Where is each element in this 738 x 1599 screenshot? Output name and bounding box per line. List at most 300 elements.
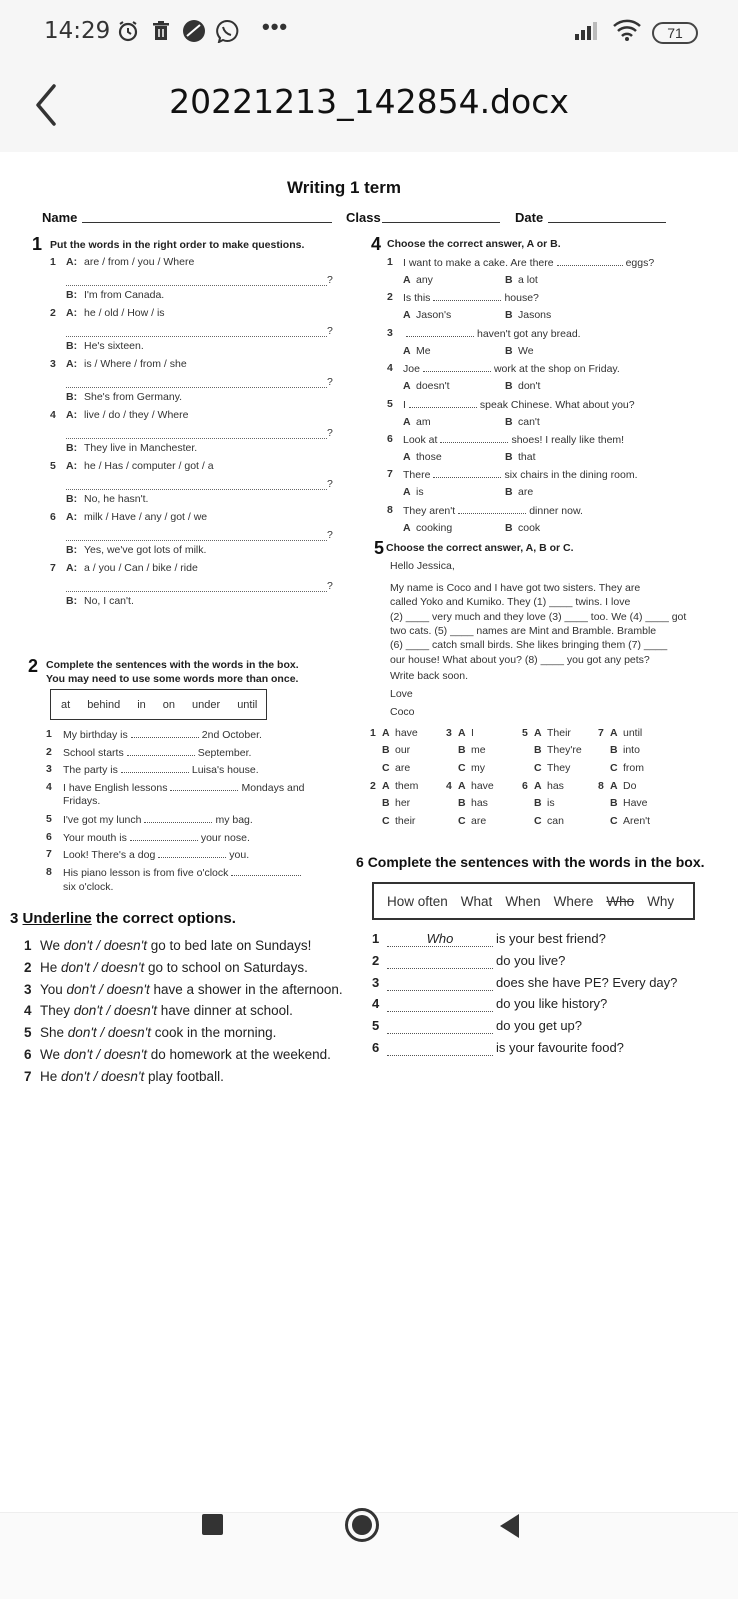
speaker-a-label: A:: [66, 307, 78, 319]
option-b-label: B: [610, 797, 618, 809]
sentence-end: go to school on Saturdays.: [148, 960, 308, 975]
option-b[interactable]: into: [623, 744, 640, 756]
option-a[interactable]: has: [547, 780, 564, 792]
option-c[interactable]: can: [547, 815, 564, 827]
blank-field[interactable]: [170, 781, 238, 791]
letter-line: (2) ____ very much and they love (3) ____ too. We (4) ____ got: [390, 610, 687, 623]
sentence-start: Look! There's a dog: [63, 849, 156, 861]
option-c-label: C: [382, 762, 390, 774]
item-number: 6: [387, 433, 393, 445]
blank-field[interactable]: [158, 848, 226, 858]
item-number: 1: [372, 931, 380, 946]
question-mark: ?: [327, 274, 333, 286]
sentence-start: His piano lesson is from five o'clock: [63, 867, 229, 879]
sentence-end: my bag.: [215, 814, 253, 826]
box-word: on: [162, 699, 176, 711]
letter-line: (6) ____ catch small birds. She likes bringing them (7) ____: [390, 639, 668, 652]
item-number: 2: [372, 953, 380, 968]
document-view[interactable]: [0, 152, 738, 1512]
blank-field[interactable]: [231, 866, 301, 876]
item-number: 6: [50, 511, 56, 523]
blank-field[interactable]: [557, 256, 623, 266]
sentence: [403, 433, 624, 446]
item-number: 1: [46, 728, 52, 740]
blank-field[interactable]: [440, 433, 508, 443]
option-b-label: B: [505, 486, 513, 498]
option-a-label: A: [458, 780, 466, 792]
sentence-subject: We: [40, 1047, 61, 1062]
sentence: [403, 504, 583, 517]
option-a[interactable]: I: [471, 727, 474, 739]
option-a[interactable]: those: [416, 451, 442, 463]
sentence: [40, 938, 311, 953]
box-word: When: [505, 894, 541, 909]
sentence-end: September.: [197, 747, 252, 759]
sentence-end: cook in the morning.: [154, 1025, 277, 1040]
sentence-start: There: [403, 469, 431, 481]
item-number: 2: [46, 746, 52, 758]
sentence-end: is your best friend?: [496, 931, 606, 946]
option-b-label: B: [534, 797, 542, 809]
sentence-end: do you get up?: [496, 1018, 583, 1033]
item-number: 5: [372, 1018, 380, 1033]
option-b[interactable]: don't: [518, 380, 541, 392]
option-b[interactable]: her: [395, 797, 411, 809]
notification-icons: [116, 19, 239, 43]
home-button[interactable]: [344, 1507, 380, 1548]
answer-text: No, I can't.: [84, 595, 134, 607]
sentence: [63, 831, 250, 844]
option-a-label: A: [534, 780, 542, 792]
scrambled-words: milk / Have / any / got / we: [84, 511, 208, 523]
answer-text: Yes, we've got lots of milk.: [84, 544, 207, 556]
item-number: 2: [50, 307, 56, 319]
option-c[interactable]: my: [471, 762, 485, 774]
sentence-continuation: six o'clock.: [63, 881, 114, 893]
box-word: behind: [87, 699, 121, 711]
answer-line[interactable]: [66, 285, 327, 286]
blank-field[interactable]: [433, 468, 501, 478]
option-b[interactable]: are: [518, 486, 534, 498]
item-number: 4: [50, 409, 56, 421]
section-number: 1: [32, 234, 43, 254]
word-box: [372, 882, 695, 920]
date-label: Date: [515, 210, 544, 225]
question-mark: ?: [327, 325, 333, 337]
class-label: Class: [346, 210, 381, 225]
item-number: 8: [387, 504, 393, 516]
item-number: 1: [387, 256, 393, 268]
speaker-b-label: B:: [66, 544, 78, 556]
sentence: [40, 1069, 224, 1084]
sentence-subject: We: [40, 938, 61, 953]
option-b[interactable]: is: [547, 797, 555, 809]
section-instruction: Put the words in the right order to make questions.: [50, 239, 305, 251]
option-a-label: A: [534, 727, 542, 739]
blank-field[interactable]: [433, 291, 501, 301]
sentence: [403, 327, 581, 340]
answer-line[interactable]: [66, 387, 327, 388]
box-word: Why: [647, 894, 675, 909]
box-word: How often: [387, 894, 448, 909]
name-line: [82, 222, 332, 223]
blank-field[interactable]: [127, 746, 195, 756]
speaker-a-label: A:: [66, 562, 78, 574]
sentence-end: dinner now.: [529, 505, 583, 517]
option-c[interactable]: are: [395, 762, 411, 774]
option-c[interactable]: are: [471, 815, 487, 827]
option-b-label: B: [458, 797, 466, 809]
option-b[interactable]: Have: [623, 797, 648, 809]
app-header: [0, 60, 738, 152]
sentence-start: My birthday is: [63, 729, 128, 741]
option-b-label: B: [382, 797, 390, 809]
blank-field[interactable]: [409, 398, 477, 408]
scrambled-words: he / Has / computer / got / a: [84, 460, 214, 472]
sentence-subject: He: [40, 1069, 58, 1084]
section-number: 6: [356, 854, 364, 870]
letter-signoff: Love: [390, 688, 413, 700]
sentence-start: Look at: [403, 434, 438, 446]
option-c-label: C: [458, 762, 466, 774]
letter-line: two cats. (5) ____ names are Mint and Bramble. Bramble: [390, 624, 657, 637]
sentence-end: shoes! I really like them!: [511, 434, 625, 446]
option-a[interactable]: Their: [547, 727, 571, 739]
item-number: 4: [387, 362, 393, 374]
option-c[interactable]: Aren't: [623, 815, 651, 827]
option-b[interactable]: Jasons: [518, 309, 552, 321]
item-number: 6: [372, 1040, 380, 1055]
item-number: 3: [24, 982, 32, 997]
option-b[interactable]: has: [471, 797, 488, 809]
option-c-label: C: [534, 762, 542, 774]
item-number: 6: [522, 780, 528, 792]
answer-field[interactable]: [387, 1040, 493, 1056]
option-a-label: A: [382, 780, 390, 792]
letter-line: our house! What about you? (8) ____ you got any pets?: [390, 653, 650, 666]
letter-line: called Yoko and Kumiko. They (1) ____ twins. I love: [390, 596, 631, 609]
option-b[interactable]: that: [518, 451, 536, 463]
item-number: 7: [24, 1069, 32, 1084]
sentence-start: They aren't: [403, 505, 456, 517]
item-number: 3: [387, 327, 393, 339]
sentence: [403, 362, 620, 375]
sentence-end: Mondays and: [241, 782, 305, 794]
option-choice[interactable]: don't / doesn't: [63, 1047, 147, 1062]
speaker-b-label: B:: [66, 442, 78, 454]
sentence-end: 2nd October.: [201, 729, 262, 741]
name-label: Name: [42, 210, 78, 225]
item-number: 2: [24, 960, 32, 975]
option-a[interactable]: cooking: [416, 522, 453, 534]
item-number: 7: [50, 562, 56, 574]
option-a[interactable]: Jason's: [416, 309, 452, 321]
item-number: 5: [50, 460, 56, 472]
option-b[interactable]: me: [471, 744, 486, 756]
item-number: 6: [46, 831, 52, 843]
box-word: Who: [606, 894, 635, 909]
option-b-label: B: [505, 274, 513, 286]
option-a-label: A: [610, 727, 618, 739]
answer-text: No, he hasn't.: [84, 493, 149, 505]
sentence: [40, 982, 343, 997]
scrambled-words: he / old / How / is: [84, 307, 165, 319]
option-b[interactable]: They're: [547, 744, 582, 756]
option-a[interactable]: have: [471, 780, 494, 792]
section-number: 2: [28, 656, 39, 676]
letter-signoff: Write back soon.: [390, 670, 469, 682]
signal-icon: [574, 20, 602, 45]
blank-field[interactable]: [121, 763, 189, 773]
sentence-start: School starts: [63, 747, 124, 759]
option-c-label: C: [534, 815, 542, 827]
sentence-end: six chairs in the dining room.: [504, 469, 638, 481]
blank-field[interactable]: [130, 831, 198, 841]
wifi-icon: [612, 18, 642, 47]
home-circle-icon: [344, 1507, 380, 1543]
item-number: 5: [522, 727, 528, 739]
sentence-start: Your mouth is: [63, 832, 127, 844]
option-b-label: B: [458, 744, 466, 756]
scrambled-words: is / Where / from / she: [84, 358, 187, 370]
option-b[interactable]: cook: [518, 522, 541, 534]
sentence-end: does she have PE? Every day?: [496, 975, 678, 990]
item-number: 7: [387, 468, 393, 480]
item-number: 5: [387, 398, 393, 410]
square-icon: [201, 1513, 225, 1537]
sentence-end: work at the shop on Friday.: [493, 363, 620, 375]
sentence: [403, 468, 638, 481]
option-a[interactable]: until: [623, 727, 643, 739]
instruction-underline: Underline: [22, 910, 92, 927]
box-word: until: [237, 699, 258, 711]
option-choice[interactable]: don't / doesn't: [61, 960, 145, 975]
sentence-end: you.: [229, 849, 250, 861]
question-mark: ?: [327, 427, 333, 439]
item-number: 5: [24, 1025, 32, 1040]
back-nav-button[interactable]: [497, 1513, 523, 1544]
sentence: [403, 291, 539, 304]
letter-line: My name is Coco and I have got two sisters. They are: [390, 582, 641, 594]
answer-text: I'm from Canada.: [84, 289, 165, 301]
letter-greeting: Hello Jessica,: [390, 560, 455, 572]
item-number: 3: [46, 763, 52, 775]
item-number: 2: [387, 291, 393, 303]
item-number: 7: [46, 848, 52, 860]
item-number: 8: [598, 780, 604, 792]
alarm-icon: [116, 19, 140, 43]
speaker-b-label: B:: [66, 493, 78, 505]
answer-text: He's sixteen.: [84, 340, 144, 352]
trash-icon: [149, 19, 173, 43]
sentence-end: do you live?: [496, 953, 566, 968]
sentence-start: Is this: [403, 292, 431, 304]
status-time: 14:29: [44, 18, 111, 44]
box-word: at: [61, 699, 71, 711]
section-instruction: Complete the sentences with the words in the box.: [367, 854, 705, 870]
blank-field[interactable]: [131, 728, 199, 738]
item-number: 3: [446, 727, 452, 739]
option-a-label: A: [403, 451, 411, 463]
section-instruction: the correct options.: [95, 910, 236, 927]
sentence-end: is your favourite food?: [496, 1040, 624, 1055]
battery-indicator: 71: [652, 22, 698, 44]
option-c-label: C: [458, 815, 466, 827]
word-box: [50, 689, 267, 720]
blank-field[interactable]: [144, 813, 212, 823]
option-a[interactable]: am: [416, 416, 431, 428]
sentence-end: house?: [504, 292, 539, 304]
option-b-label: B: [610, 744, 618, 756]
scrambled-words: are / from / you / Where: [84, 256, 195, 268]
answer-line[interactable]: [66, 438, 327, 439]
item-number: 3: [372, 975, 380, 990]
letter-signature: Coco: [390, 706, 415, 718]
item-number: 6: [24, 1047, 32, 1062]
option-b-label: B: [505, 451, 513, 463]
option-a-label: A: [403, 274, 411, 286]
date-line: [548, 222, 666, 223]
scrambled-words: live / do / they / Where: [84, 409, 189, 421]
sentence-subject: He: [40, 960, 58, 975]
sentence-start: I: [403, 399, 406, 411]
section-number: 4: [371, 234, 382, 254]
viber-icon: [215, 19, 239, 43]
sentence-end: do you like history?: [496, 996, 608, 1011]
option-choice[interactable]: don't / doesn't: [73, 1003, 157, 1018]
sentence-start: I've got my lunch: [63, 814, 142, 826]
answer-text: They live in Manchester.: [84, 442, 198, 454]
section-instruction: Choose the correct answer, A, B or C.: [386, 542, 574, 554]
option-b[interactable]: a lot: [518, 274, 538, 286]
option-a[interactable]: have: [395, 727, 418, 739]
sentence-end: haven't got any bread.: [477, 328, 581, 340]
option-b-label: B: [505, 522, 513, 534]
sentence-end: play football.: [148, 1069, 224, 1084]
box-word: Where: [553, 894, 594, 909]
option-a[interactable]: is: [416, 486, 424, 498]
page-title: Writing 1 term: [287, 178, 401, 197]
option-c[interactable]: They: [547, 762, 571, 774]
option-a-label: A: [458, 727, 466, 739]
option-a[interactable]: them: [395, 780, 419, 792]
speaker-b-label: B:: [66, 340, 78, 352]
blank-field[interactable]: [458, 504, 526, 514]
item-number: 5: [46, 813, 52, 825]
option-choice[interactable]: don't / doesn't: [66, 982, 150, 997]
sentence-continuation: Fridays.: [63, 795, 101, 807]
option-a-label: A: [403, 380, 411, 392]
option-b[interactable]: We: [518, 345, 534, 357]
answer-field[interactable]: [387, 975, 493, 991]
speaker-b-label: B:: [66, 391, 78, 403]
sentence-end: Luisa's house.: [191, 764, 259, 776]
item-number: 4: [24, 1003, 32, 1018]
status-bar: [0, 0, 738, 60]
answer-line[interactable]: [66, 489, 327, 490]
question-mark: ?: [327, 529, 333, 541]
sentence-end: go to bed late on Sundays!: [150, 938, 312, 953]
item-number: 4: [446, 780, 452, 792]
answer-field[interactable]: [387, 1018, 493, 1034]
sentence: [40, 960, 308, 975]
item-number: 3: [50, 358, 56, 370]
option-a[interactable]: any: [416, 274, 433, 286]
sentence: [403, 256, 654, 269]
box-word: What: [460, 894, 493, 909]
sentence: [63, 813, 253, 826]
option-a-label: A: [382, 727, 390, 739]
sentence: [40, 1047, 331, 1062]
blank-field[interactable]: [423, 362, 491, 372]
item-number: 7: [598, 727, 604, 739]
option-c[interactable]: their: [395, 815, 416, 827]
class-line: [382, 222, 500, 223]
option-b-label: B: [534, 744, 542, 756]
option-b-label: B: [505, 309, 513, 321]
sentence-end: have dinner at school.: [160, 1003, 293, 1018]
option-a-label: A: [403, 416, 411, 428]
box-word: in: [137, 699, 146, 711]
section-heading: [10, 910, 236, 927]
section-heading: [356, 854, 705, 870]
speaker-a-label: A:: [66, 358, 78, 370]
option-b[interactable]: our: [395, 744, 411, 756]
option-a-label: A: [403, 309, 411, 321]
app-icon: [182, 19, 206, 43]
sentence-subject: She: [40, 1025, 65, 1040]
item-number: 4: [46, 781, 52, 793]
sentence: [40, 1003, 293, 1018]
option-c[interactable]: from: [623, 762, 644, 774]
speaker-b-label: B:: [66, 289, 78, 301]
speaker-a-label: A:: [66, 460, 78, 472]
item-number: 1: [24, 938, 32, 953]
answer-field[interactable]: [387, 996, 493, 1012]
answer-field[interactable]: Who: [387, 931, 493, 947]
sentence: [63, 848, 249, 861]
option-b-label: B: [505, 380, 513, 392]
sentence-subject: They: [40, 1003, 71, 1018]
scrambled-words: a / you / Can / bike / ride: [84, 562, 198, 574]
option-a[interactable]: Do: [623, 780, 637, 792]
section-number: 3: [10, 910, 19, 927]
sentence: [63, 728, 262, 741]
answer-line[interactable]: [66, 591, 327, 592]
option-a[interactable]: doesn't: [416, 380, 450, 392]
answer-field[interactable]: [387, 953, 493, 969]
sentence: [63, 763, 259, 776]
option-choice[interactable]: don't / doesn't: [61, 1069, 145, 1084]
sentence: [63, 866, 304, 879]
sentence-start: I want to make a cake. Are there: [403, 257, 554, 269]
box-word: under: [192, 699, 221, 711]
option-choice[interactable]: don't / doesn't: [67, 1025, 152, 1040]
answer-line[interactable]: [66, 540, 327, 541]
option-choice[interactable]: don't / doesn't: [63, 938, 147, 953]
question-mark: ?: [327, 580, 333, 592]
blank-field[interactable]: [406, 327, 474, 337]
option-c-label: C: [610, 762, 618, 774]
option-a[interactable]: Me: [416, 345, 431, 357]
question-mark: ?: [327, 376, 333, 388]
option-b[interactable]: can't: [518, 416, 540, 428]
item-number: 4: [372, 996, 380, 1011]
answer-line[interactable]: [66, 336, 327, 337]
option-a-label: A: [610, 780, 618, 792]
item-number: 8: [46, 866, 52, 878]
document-title: 20221213_142854.docx: [169, 82, 569, 121]
